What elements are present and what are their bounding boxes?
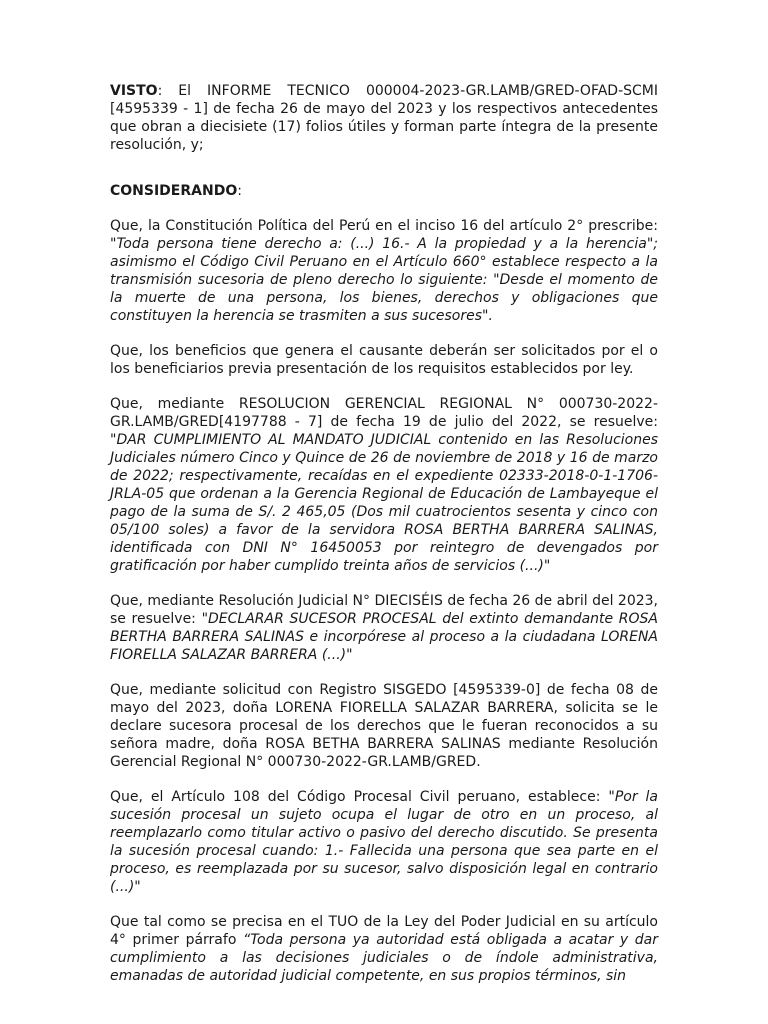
considerando-colon: :	[237, 183, 242, 199]
considerando-heading	[110, 182, 658, 200]
visto-paragraph	[110, 82, 658, 154]
paragraph-resolucion-gerencial	[110, 395, 658, 575]
paragraph-resolucion-judicial-quote: "DECLARAR SUCESOR PROCESAL del extinto demandante ROSA BERTHA BARRERA SALINAS e incorpórese al proceso a la ciudadana LORENA FIORELLA SALAZAR BARRERA (...)"	[110, 611, 658, 663]
paragraph-resolucion-judicial-text: Que, mediante Resolución Judicial N° DIECISÉIS de fecha 26 de abril del 2023, se resuelve:	[110, 593, 658, 627]
paragraph-solicitud-text: Que, mediante solicitud con Registro SISGEDO [4595339-0] de fecha 08 de mayo del 2023, doña LORENA FIORELLA SALAZAR BARRERA, solicita se le declare sucesora procesal de los derechos que le fueran reconocidos a su señora madre, doña ROSA BETHA BARRERA SALINAS mediante Resolución Gerencial Regional N° 000730-2022-GR.LAMB/GRED.	[110, 682, 658, 770]
paragraph-tuo-ley-text: Que tal como se precisa en el TUO de la Ley del Poder Judicial en su artículo 4° primer párrafo	[110, 914, 658, 948]
paragraph-tuo-ley	[110, 913, 658, 985]
visto-label: VISTO	[110, 83, 158, 99]
paragraph-codigo-procesal-text: Que, el Artículo 108 del Código Procesal Civil peruano, establece: "	[110, 789, 615, 805]
visto-text: : El INFORME TECNICO 000004-2023-GR.LAMB/GRED-OFAD-SCMI [4595339 - 1] de fecha 26 de mayo del 2023 y los respectivos antecedentes que obran a diecisiete (17) folios útiles y forman parte íntegra de la presente resolución, y;	[110, 83, 658, 153]
paragraph-tuo-ley-quote: “Toda persona ya autoridad está obligada a acatar y dar cumplimiento a las decisiones judiciales o de índole administrativa, emanadas de autoridad judicial competente, en sus propios términos, sin	[110, 932, 658, 984]
paragraph-beneficios-text: Que, los beneficios que genera el causante deberán ser solicitados por el o los beneficiarios previa presentación de los requisitos establecidos por ley.	[110, 343, 658, 377]
paragraph-constitucion-text: Que, la Constitución Política del Perú en el inciso 16 del artículo 2° prescribe:	[110, 218, 658, 234]
paragraph-solicitud	[110, 681, 658, 771]
paragraph-codigo-procesal	[110, 788, 658, 896]
paragraph-beneficios	[110, 342, 658, 378]
paragraph-resolucion-judicial	[110, 592, 658, 664]
paragraph-codigo-procesal-quote: Por la sucesión procesal un sujeto ocupa el lugar de otro en un proceso, al reemplazarlo como titular activo o pasivo del derecho discutido. Se presenta la sucesión procesal cuando: 1.- Fallecida una persona que sea parte en el proceso, es reemplazada por su sucesor, salvo disposición legal en contrario (...)"	[110, 789, 658, 895]
considerando-label: CONSIDERANDO	[110, 183, 238, 199]
paragraph-constitucion-quote: "Toda persona tiene derecho a: (...) 16.- A la propiedad y a la herencia"; asimismo el Código Civil Peruano en el Artículo 660° establece respecto a la transmisión sucesoria de pleno derecho lo siguiente: "Desde el momento de la muerte de una persona, los bienes, derechos y obligaciones que constituyen la herencia se trasmiten a sus sucesores".	[110, 236, 658, 324]
paragraph-resolucion-gerencial-text: Que, mediante RESOLUCION GERENCIAL REGIONAL N° 000730-2022-GR.LAMB/GRED[4197788 - 7] de fecha 19 de julio del 2022, se resuelve:	[110, 396, 658, 430]
document-page	[110, 82, 658, 1002]
paragraph-constitucion	[110, 217, 658, 325]
paragraph-resolucion-gerencial-quote: "DAR CUMPLIMIENTO AL MANDATO JUDICIAL contenido en las Resoluciones Judiciales número Cinco y Quince de 26 de noviembre de 2018 y 16 de marzo de 2022; respectivamente, recaídas en el expediente 02333-2018-0-1-1706-JRLA-05 que ordenan a la Gerencia Regional de Educación de Lambayeque el pago de la suma de S/. 2 465,05 (Dos mil cuatrocientos sesenta y cinco con 05/100 soles) a favor de la servidora ROSA BERTHA BARRERA SALINAS, identificada con DNI N° 16450053 por reintegro de devengados por gratificación por haber cumplido treinta años de servicios (...)"	[110, 432, 658, 574]
